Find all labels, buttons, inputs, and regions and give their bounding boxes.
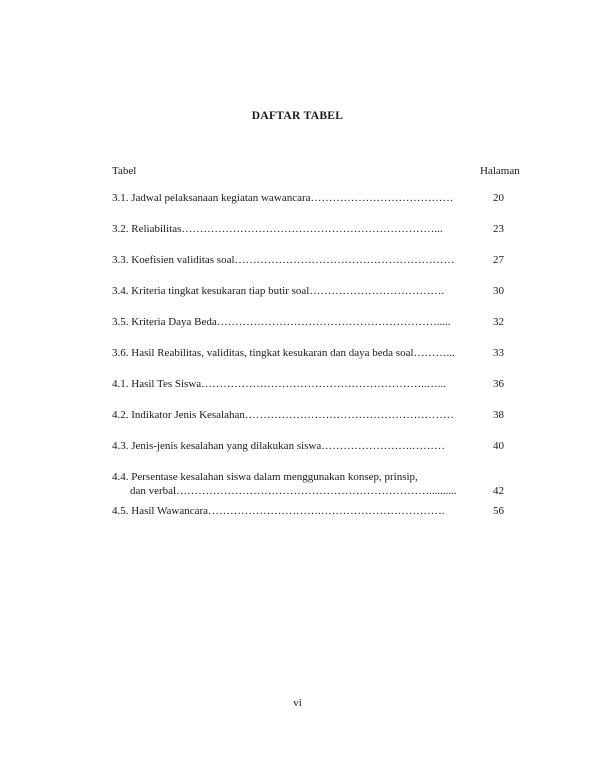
- page-title: DAFTAR TABEL: [251, 110, 344, 122]
- toc-entry: [112, 316, 512, 347]
- entry-title: 3.2. Reliabilitas……………………………………………………………...: [112, 223, 443, 235]
- entry-page-number: 23: [493, 223, 504, 235]
- toc-entry: [112, 192, 512, 223]
- entry-page-number: 32: [493, 316, 504, 328]
- entry-page-number: 27: [493, 254, 504, 266]
- toc-entry: [112, 347, 512, 378]
- entry-page-number: 30: [493, 285, 504, 297]
- entry-page-number: 38: [493, 409, 504, 421]
- entry-title: 4.2. Indikator Jenis Kesalahan…………………………………………………: [112, 409, 454, 421]
- toc-entry: [112, 409, 512, 440]
- toc-entry: [112, 505, 512, 536]
- table-of-tables-list: [112, 192, 512, 536]
- toc-entry: [112, 440, 512, 471]
- toc-entry: [112, 378, 512, 409]
- entry-title: 3.6. Hasil Reabilitas, validitas, tingkat kesukaran dan daya beda soal………...: [112, 347, 455, 359]
- page-number: vi: [293, 697, 302, 709]
- entry-title-continuation: dan verbal……………………………………………………………..........: [130, 485, 457, 497]
- entry-title: 3.5. Kriteria Daya Beda…………………………………………………….....: [112, 316, 451, 328]
- entry-title: 4.4. Persentase kesalahan siswa dalam menggunakan konsep, prinsip,: [112, 471, 418, 483]
- entry-page-number: 20: [493, 192, 504, 204]
- column-header-page: Halaman: [480, 165, 520, 177]
- entry-page-number: 36: [493, 378, 504, 390]
- entry-page-number: 33: [493, 347, 504, 359]
- toc-entry: [112, 254, 512, 285]
- entry-page-number: 56: [493, 505, 504, 517]
- entry-title: 4.3. Jenis-jenis kesalahan yang dilakukan siswa…………………….………: [112, 440, 446, 452]
- toc-entry: [112, 471, 512, 505]
- entry-title: 4.1. Hasil Tes Siswa……………………………………………………..…...: [112, 378, 446, 390]
- entry-title: 3.1. Jadwal pelaksanaan kegiatan wawancara…………………………………: [112, 192, 454, 204]
- entry-title: 4.5. Hasil Wawancara………………………….…………………………….: [112, 505, 445, 517]
- entry-title: 3.3. Koefisien validitas soal……………………………………………………: [112, 254, 455, 266]
- toc-entry: [112, 285, 512, 316]
- entry-page-number: 40: [493, 440, 504, 452]
- column-header-table: Tabel: [112, 165, 137, 177]
- toc-entry: [112, 223, 512, 254]
- entry-title: 3.4. Kriteria tingkat kesukaran tiap butir soal……………………………….: [112, 285, 445, 297]
- entry-page-number: 42: [493, 485, 504, 497]
